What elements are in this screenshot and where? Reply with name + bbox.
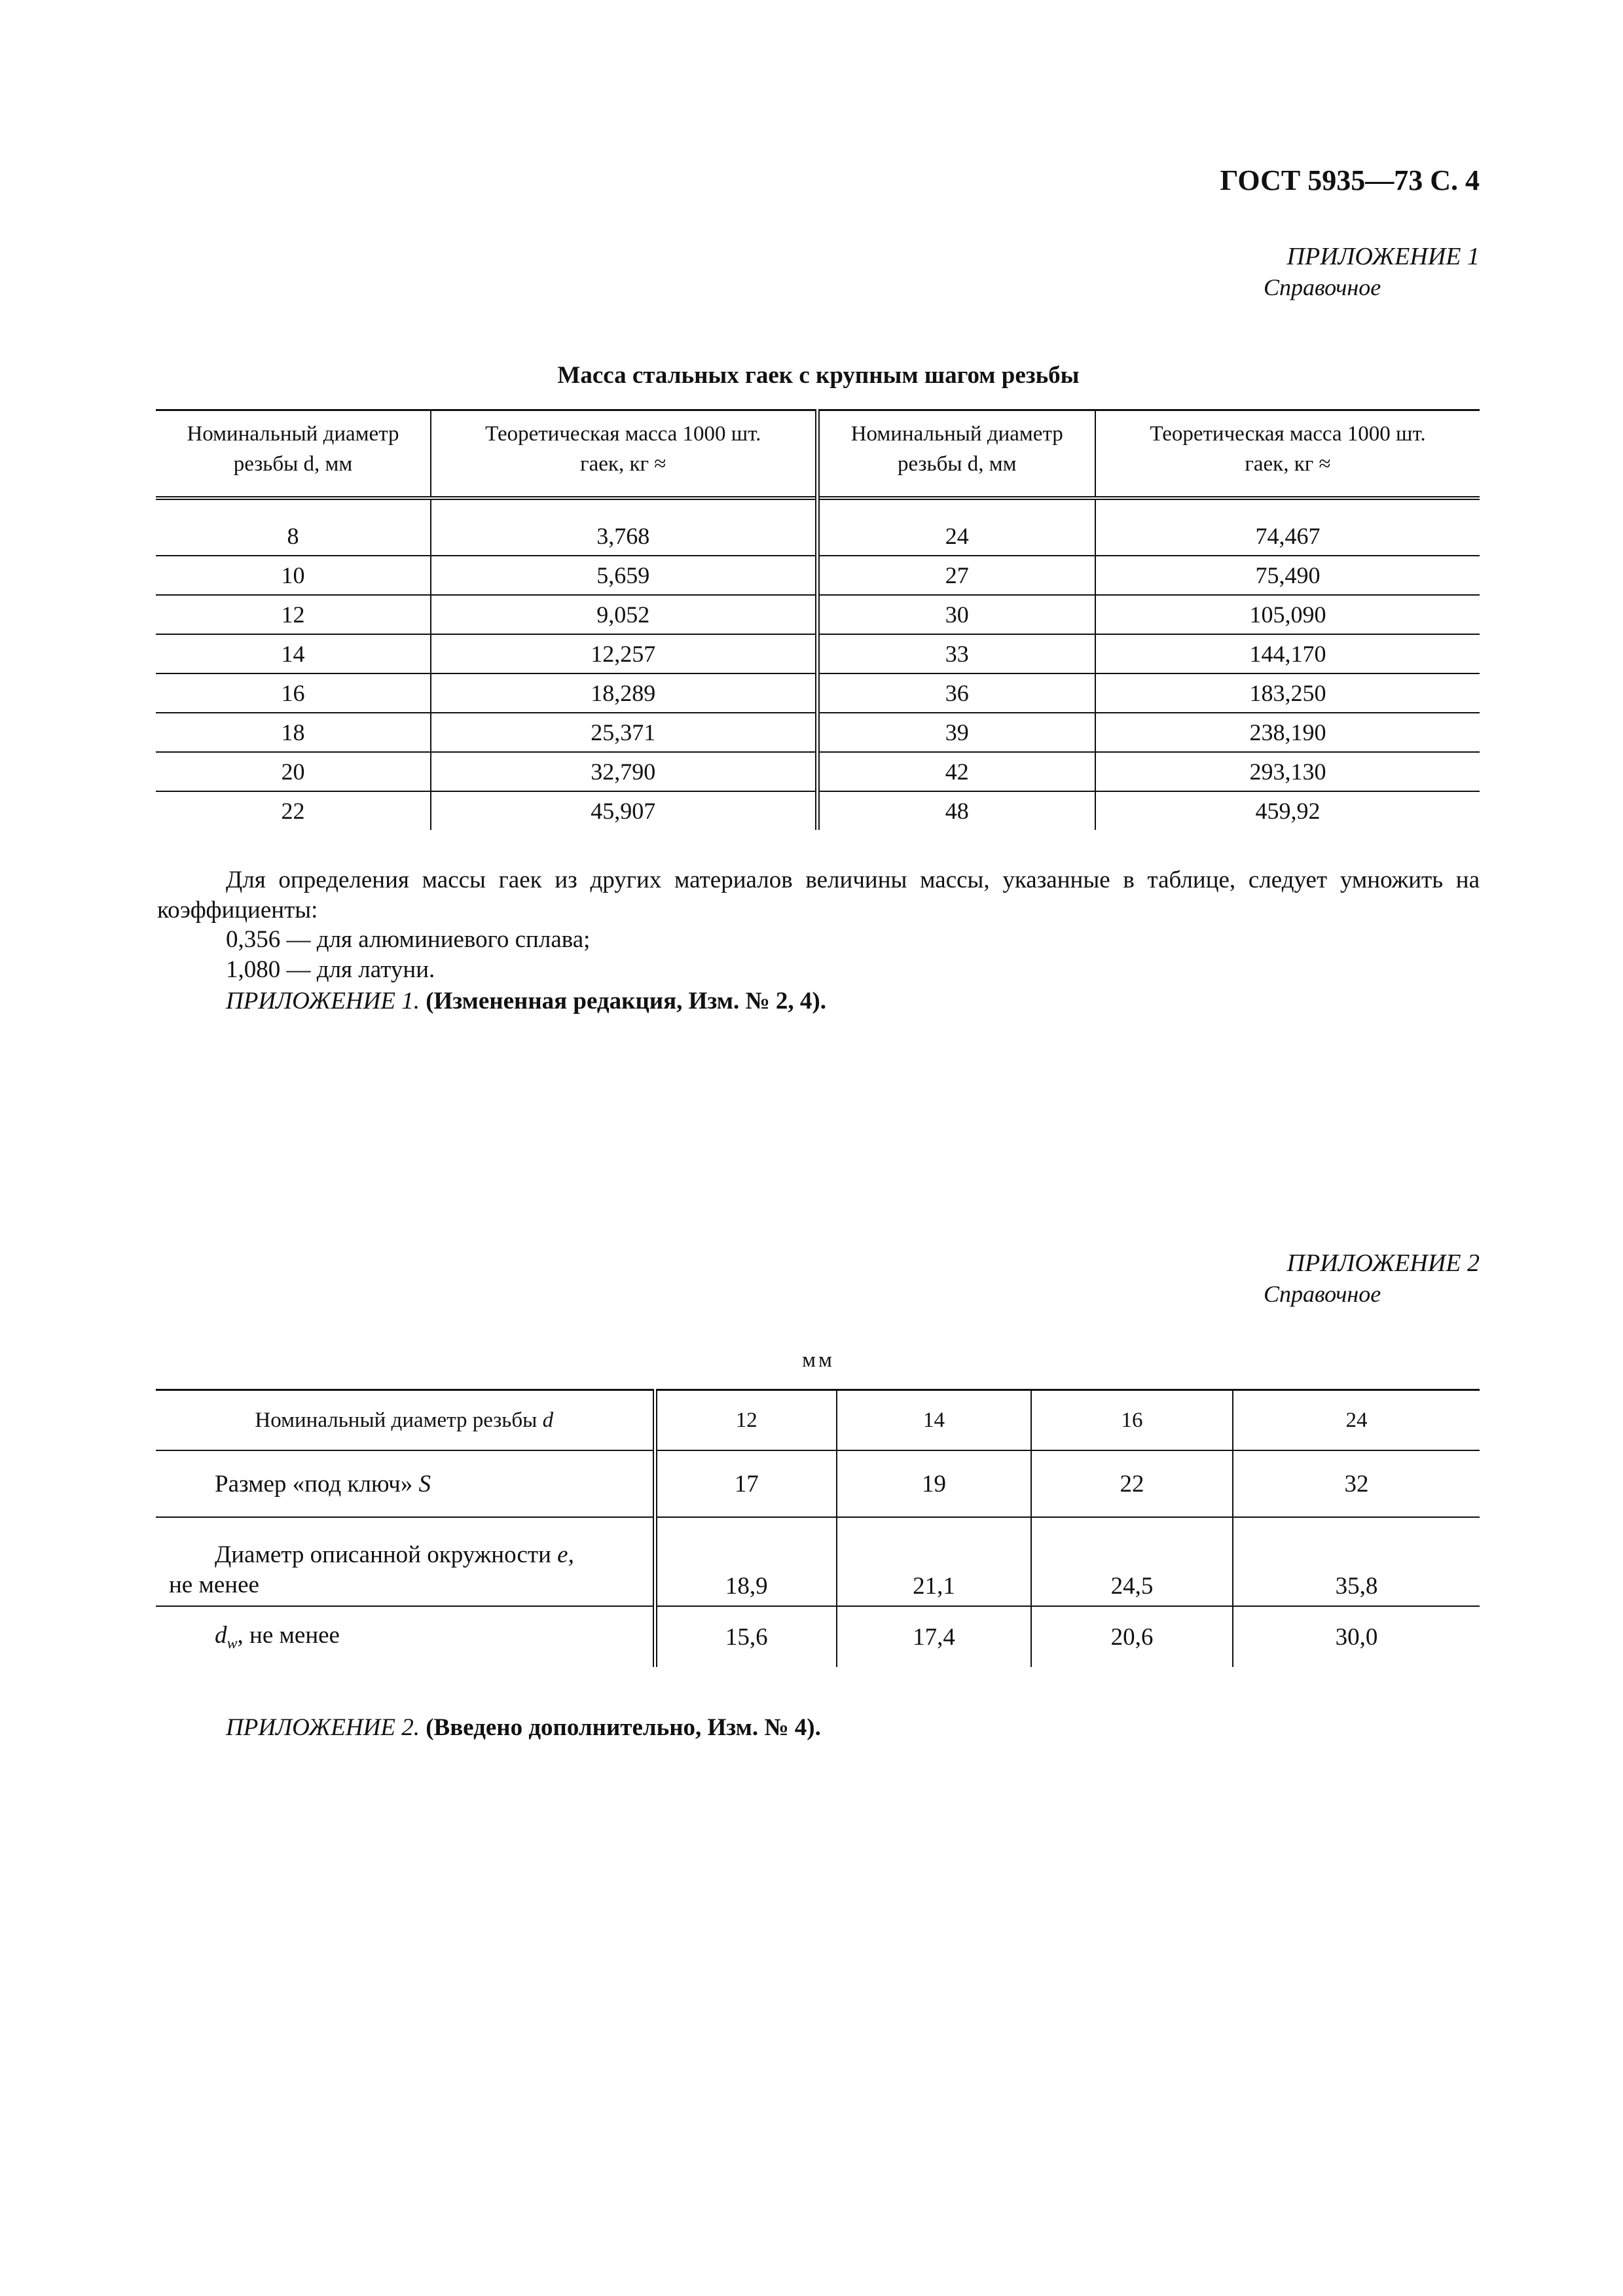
table-cell: 33 xyxy=(817,634,1095,673)
table-row xyxy=(156,752,1480,791)
wrench-size-table xyxy=(156,1389,1480,1667)
table-cell: 30 xyxy=(817,595,1095,634)
table-cell: 19 xyxy=(837,1450,1031,1517)
table-cell: 12 xyxy=(156,595,431,634)
row-label: $d_w$, не менее xyxy=(156,1606,655,1667)
column-header: Номинальный диаметр резьбы d, мм xyxy=(817,410,1095,499)
appendix1-note xyxy=(226,987,826,1015)
table-cell: 25,371 xyxy=(431,713,817,752)
appendix2-note xyxy=(226,1713,821,1742)
appendix1-title: ПРИЛОЖЕНИЕ 1 xyxy=(1286,243,1480,270)
table-row xyxy=(156,1517,1480,1606)
table-row xyxy=(156,1450,1480,1517)
table-cell: 14 xyxy=(837,1390,1031,1451)
table-row xyxy=(156,595,1480,634)
table-cell: 22 xyxy=(1031,1450,1233,1517)
table-cell: 75,490 xyxy=(1095,556,1480,595)
table-row xyxy=(156,634,1480,673)
table-cell: 12 xyxy=(655,1390,837,1451)
table-cell: 30,0 xyxy=(1335,1623,1378,1651)
appendix1-note-text: (Измененная редакция, Изм. № 2, 4). xyxy=(426,988,826,1014)
appendix2-note-ref: ПРИЛОЖЕНИЕ 2. xyxy=(226,1714,420,1741)
table-cell: 293,130 xyxy=(1095,752,1480,791)
table-cell: 17 xyxy=(655,1450,837,1517)
column-header: Номинальный диаметр резьбы d, мм xyxy=(156,410,431,499)
table-cell: 16 xyxy=(156,673,431,713)
table-cell: 18,9 xyxy=(655,1517,837,1606)
table-cell: 32,790 xyxy=(431,752,817,791)
table-cell: 18,289 xyxy=(431,673,817,713)
table-cell: 105,090 xyxy=(1095,595,1480,634)
table-cell: 5,659 xyxy=(431,556,817,595)
table-cell: 32 xyxy=(1233,1450,1480,1517)
table-cell: 42 xyxy=(817,752,1095,791)
table1-title: Масса стальных гаек с крупным шагом резьбы xyxy=(557,362,1080,389)
table-row xyxy=(156,498,1480,556)
table-row xyxy=(156,556,1480,595)
table-cell: 21,1 xyxy=(837,1517,1031,1606)
table-row xyxy=(156,791,1480,830)
table-cell: 9,052 xyxy=(431,595,817,634)
coefficient-aluminium: 0,356 — для алюминиевого сплава; xyxy=(226,926,591,953)
table-cell: 8 xyxy=(156,498,431,556)
table-row xyxy=(156,713,1480,752)
table-cell: 22 xyxy=(156,791,431,830)
mass-table-header xyxy=(156,410,1480,499)
appendix1-note-ref: ПРИЛОЖЕНИЕ 1. xyxy=(226,988,420,1014)
table-cell: 24 xyxy=(817,498,1095,556)
column-header: Теоретическая масса 1000 шт. гаек, кг ≈ xyxy=(431,410,817,499)
table-cell: 27 xyxy=(817,556,1095,595)
row-label: Номинальный диаметр резьбы d xyxy=(156,1390,655,1451)
table-cell: 24,5 xyxy=(1031,1517,1233,1606)
table-row xyxy=(156,1390,1480,1451)
table-row xyxy=(156,673,1480,713)
table-cell: 39 xyxy=(817,713,1095,752)
table-cell: 12,257 xyxy=(431,634,817,673)
appendix1-subtitle: Справочное xyxy=(1264,274,1381,300)
table-cell: 24 xyxy=(1233,1390,1480,1451)
coefficient-paragraph: Для определения массы гаек из других материалов величины массы, указанные в таблице, следует умножить на коэффициенты: xyxy=(157,867,1480,924)
table-cell: 15,6 xyxy=(655,1606,837,1667)
row-label: Размер «под ключ» S xyxy=(156,1450,655,1517)
table-row xyxy=(156,1606,1480,1667)
table-cell: 10 xyxy=(156,556,431,595)
coefficient-brass: 1,080 — для латуни. xyxy=(226,956,435,983)
appendix2-title: ПРИЛОЖЕНИЕ 2 xyxy=(1286,1249,1480,1277)
mass-table xyxy=(156,409,1480,830)
table-cell: 183,250 xyxy=(1095,673,1480,713)
appendix2-note-text: (Введено дополнительно, Изм. № 4). xyxy=(426,1714,821,1741)
table-cell: 238,190 xyxy=(1095,713,1480,752)
table-cell: 74,467 xyxy=(1095,498,1480,556)
table-cell: 14 xyxy=(156,634,431,673)
table-cell: 20 xyxy=(156,752,431,791)
unit-label: мм xyxy=(802,1348,835,1372)
table-cell: 48 xyxy=(817,791,1095,830)
table-cell: 18 xyxy=(156,713,431,752)
table-cell: 35,8 xyxy=(1233,1517,1480,1606)
table-cell: 36 xyxy=(817,673,1095,713)
appendix2-subtitle: Справочное xyxy=(1264,1281,1381,1307)
table-cell: 3,768 xyxy=(431,498,817,556)
row-label: Диаметр описанной окружности e, не менее xyxy=(156,1517,655,1606)
table-cell: 16 xyxy=(1031,1390,1233,1451)
table-cell: 45,907 xyxy=(431,791,817,830)
table-cell: 20,6 xyxy=(1031,1606,1233,1667)
document-header: ГОСТ 5935—73 С. 4 xyxy=(1220,164,1480,196)
table-cell: 459,92 xyxy=(1255,798,1321,824)
table-cell: 144,170 xyxy=(1095,634,1480,673)
column-header: Теоретическая масса 1000 шт. гаек, кг ≈ xyxy=(1095,410,1480,499)
table-cell: 17,4 xyxy=(837,1606,1031,1667)
